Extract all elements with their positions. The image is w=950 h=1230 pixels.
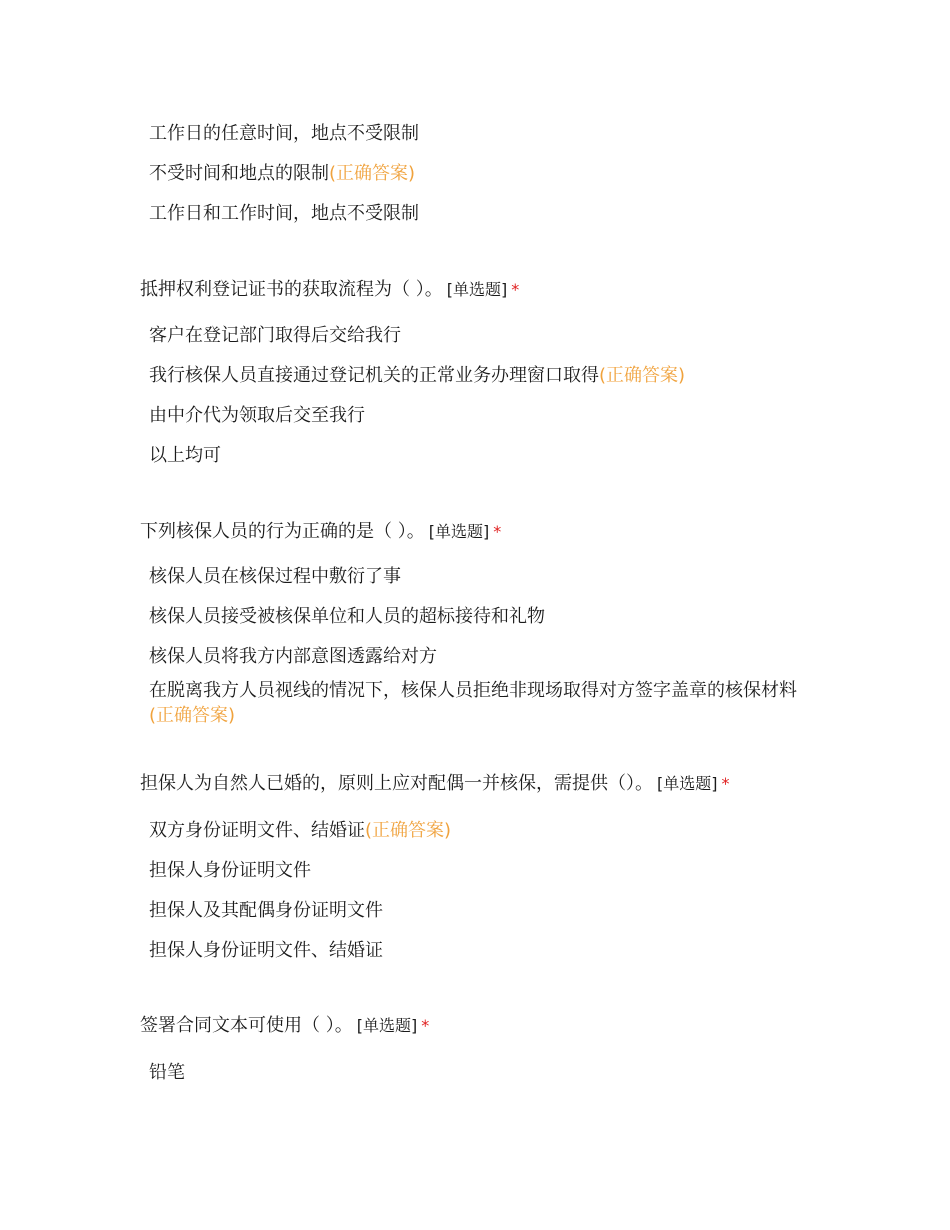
question-3 (140, 771, 820, 963)
option[interactable] (149, 898, 820, 923)
option-text: 核保人员将我方内部意图透露给对方 (149, 646, 437, 667)
option[interactable] (149, 403, 820, 428)
question-text: 担保人为自然人已婚的，原则上应对配偶一并核保，需提供（）。 (140, 773, 653, 794)
option-text: 我行核保人员直接通过登记机关的正常业务办理窗口取得 (149, 365, 599, 386)
option-text: 担保人身份证明文件、结婚证 (149, 940, 383, 961)
question-type: [单选题] (356, 1016, 418, 1035)
option-text: 双方身份证明文件、结婚证 (149, 820, 365, 841)
option-text: 铅笔 (149, 1062, 185, 1083)
option[interactable] (149, 818, 820, 843)
option[interactable] (149, 1060, 820, 1085)
option-text: 核保人员在核保过程中敷衍了事 (149, 566, 401, 587)
correct-answer-tag: (正确答案) (149, 705, 236, 726)
question-2 (140, 519, 820, 728)
question-title (140, 1013, 820, 1039)
required-mark: * (493, 522, 502, 541)
option-text: 客户在登记部门取得后交给我行 (149, 325, 401, 346)
option[interactable] (149, 858, 820, 883)
option[interactable] (149, 443, 820, 468)
question-title (140, 771, 820, 797)
option-text: 在脱离我方人员视线的情况下，核保人员拒绝非现场取得对方签字盖章的核保材料 (149, 680, 797, 701)
required-mark: * (511, 280, 520, 299)
question-text: 下列核保人员的行为正确的是（ ）。 (140, 521, 425, 542)
option[interactable] (149, 363, 820, 388)
option[interactable] (149, 564, 820, 589)
required-mark: * (421, 1016, 430, 1035)
option-text: 担保人身份证明文件 (149, 860, 311, 881)
option[interactable] (149, 938, 820, 963)
question-title (140, 277, 820, 303)
question-title (140, 519, 820, 545)
question-1 (140, 277, 820, 468)
question-text: 签署合同文本可使用（ ）。 (140, 1015, 353, 1036)
correct-answer-tag: (正确答案) (599, 365, 686, 386)
option[interactable] (149, 201, 820, 226)
question-0 (140, 121, 820, 226)
option-text: 以上均可 (149, 445, 221, 466)
options-list (140, 818, 820, 963)
option[interactable] (149, 604, 820, 629)
option[interactable] (149, 644, 820, 669)
options-list (140, 564, 820, 728)
option[interactable] (149, 121, 820, 146)
options-list (140, 323, 820, 468)
question-type: [单选题] (657, 774, 718, 793)
option-text: 核保人员接受被核保单位和人员的超标接待和礼物 (149, 606, 545, 627)
options-list (140, 121, 820, 226)
option-text: 由中介代为领取后交至我行 (149, 405, 365, 426)
correct-answer-tag: (正确答案) (329, 163, 416, 184)
required-mark: * (721, 774, 730, 793)
option[interactable] (149, 323, 820, 348)
question-type: [单选题] (446, 280, 508, 299)
option-text: 不受时间和地点的限制 (149, 163, 329, 184)
option[interactable] (149, 678, 811, 728)
question-text: 抵押权利登记证书的获取流程为（ ）。 (140, 279, 443, 300)
options-list (140, 1060, 820, 1085)
question-type: [单选题] (428, 522, 490, 541)
option[interactable] (149, 161, 820, 186)
question-4 (140, 1013, 820, 1085)
option-text: 工作日和工作时间，地点不受限制 (149, 203, 419, 224)
option-text: 工作日的任意时间，地点不受限制 (149, 123, 419, 144)
option-text: 担保人及其配偶身份证明文件 (149, 900, 383, 921)
correct-answer-tag: (正确答案) (365, 820, 452, 841)
